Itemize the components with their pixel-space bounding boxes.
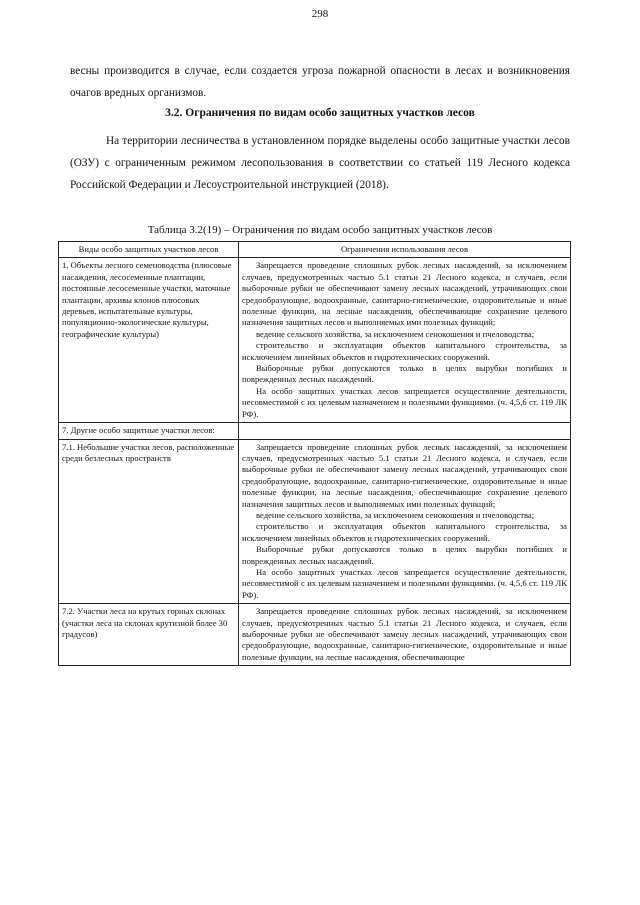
restriction-paragraph: Запрещается проведение сплошных рубок лесных насаждений, за исключением случаев, предусмотренных частью 5.1 статьи 21 Лесного кодекса, и случаев, если выборочные рубки не обеспечивают замену лесных насаждений, утрачивающих свои средообразующие, водоохранные, санитарно-гигиенические, оздоровительные и иные полезные функции, на лесные насаждения, обеспечивающие сохранение целевого назначения защитных лесов и выполняемых ими полезных функций; bbox=[242, 441, 567, 509]
restriction-paragraph: строительство и эксплуатация объектов капитального строительства, за исключением линейных объектов и гидротехнических сооружений. bbox=[242, 521, 567, 543]
restriction-paragraph: ведение сельского хозяйства, за исключением сенокошения и пчеловодства; bbox=[256, 328, 535, 339]
restriction-paragraph: ведение сельского хозяйства, за исключением сенокошения и пчеловодства; bbox=[256, 509, 535, 520]
header-restrictions: Ограничения использования лесов bbox=[239, 242, 571, 258]
restriction-paragraph: Запрещается проведение сплошных рубок лесных насаждений, за исключением случаев, предусмотренных частью 5.1 статьи 21 Лесного кодекса, и случаев, если выборочные рубки не обеспечивают замену лесных насаждений, утрачивающих свои средообразующие, водоохранные, санитарно-гигиенические, оздоровительные и иные полезные функции, на лесные насаждения, обеспечивающие bbox=[242, 606, 567, 662]
zone-type-cell: 1. Объекты лесного семеноводства (плюсовые насаждения, лесосеменные плантации, постоянные лесосеменные участки, маточные плантации, архивы клонов плюсовых деревьев, испытательные культуры, популяционно-экологические культуры, географические культуры) bbox=[59, 258, 239, 423]
table-row bbox=[59, 604, 571, 666]
restrictions-cell bbox=[239, 423, 571, 439]
table-caption: Таблица 3.2(19) – Ограничения по видам особо защитных участков лесов bbox=[147, 224, 493, 236]
zone-type-cell: 7. Другие особо защитные участки лесов: bbox=[59, 423, 239, 439]
section-paragraph: На территории лесничества в установленном порядке выделены особо защитные участки лесов (ОЗУ) с ограниченным режимом лесопользования в соответствии со статьей 119 Лесного кодекса Российской Федерации и Лесоустроительной инструкцией (2018). bbox=[70, 135, 570, 191]
table-body bbox=[59, 258, 571, 666]
restriction-paragraph: Выборочные рубки допускаются только в целях вырубки погибших и поврежденных лесных насаждений. bbox=[242, 363, 567, 385]
restriction-paragraph: На особо защитных участках лесов запрещается осуществление деятельности, несовместимой с их целевым назначением и полезными функциями. (ч. 4,5,6 ст. 119 ЛК РФ). bbox=[242, 385, 567, 419]
page-number: 298 bbox=[311, 8, 329, 20]
table-header-row bbox=[59, 242, 571, 258]
restrictions-table bbox=[58, 241, 571, 666]
zone-type-cell: 7.1. Небольшие участки лесов, расположенные среди безлесных пространств bbox=[59, 439, 239, 604]
table-row bbox=[59, 258, 571, 423]
restrictions-cell bbox=[239, 258, 571, 423]
table-row bbox=[59, 439, 571, 604]
header-zone-types: Виды особо защитных участков лесов bbox=[59, 242, 239, 258]
table-row bbox=[59, 423, 571, 439]
restriction-paragraph: Запрещается проведение сплошных рубок лесных насаждений, за исключением случаев, предусмотренных частью 5.1 статьи 21 Лесного кодекса, и случаев, если выборочные рубки не обеспечивают замену лесных насаждений, утрачивающих свои средообразующие, водоохранные, санитарно-гигиенические, оздоровительные и иные полезные функции, на лесные насаждения, обеспечивающие сохранение целевого назначения защитных лесов и выполняемых ими полезных функций; bbox=[242, 260, 567, 328]
zone-type-cell: 7.2. Участки леса на крутых горных склонах (участки леса на склонах крутизной более 30 градусов) bbox=[59, 604, 239, 666]
restrictions-cell bbox=[239, 439, 571, 604]
restriction-paragraph: строительство и эксплуатация объектов капитального строительства, за исключением линейных объектов и гидротехнических сооружений. bbox=[242, 340, 567, 362]
intro-paragraph: весны производится в случае, если создается угроза пожарной опасности в лесах и возникновения очагов вредных организмов. bbox=[70, 65, 570, 99]
restrictions-cell bbox=[239, 604, 571, 666]
restriction-paragraph: На особо защитных участках лесов запрещается осуществление деятельности, несовместимой с их целевым назначением и полезными функциями. (ч. 4,5,6 ст. 119 ЛК РФ). bbox=[242, 566, 567, 600]
restriction-paragraph: Выборочные рубки допускаются только в целях вырубки погибших и поврежденных лесных насаждений. bbox=[242, 544, 567, 566]
section-heading: 3.2. Ограничения по видам особо защитных участков лесов bbox=[165, 107, 475, 119]
